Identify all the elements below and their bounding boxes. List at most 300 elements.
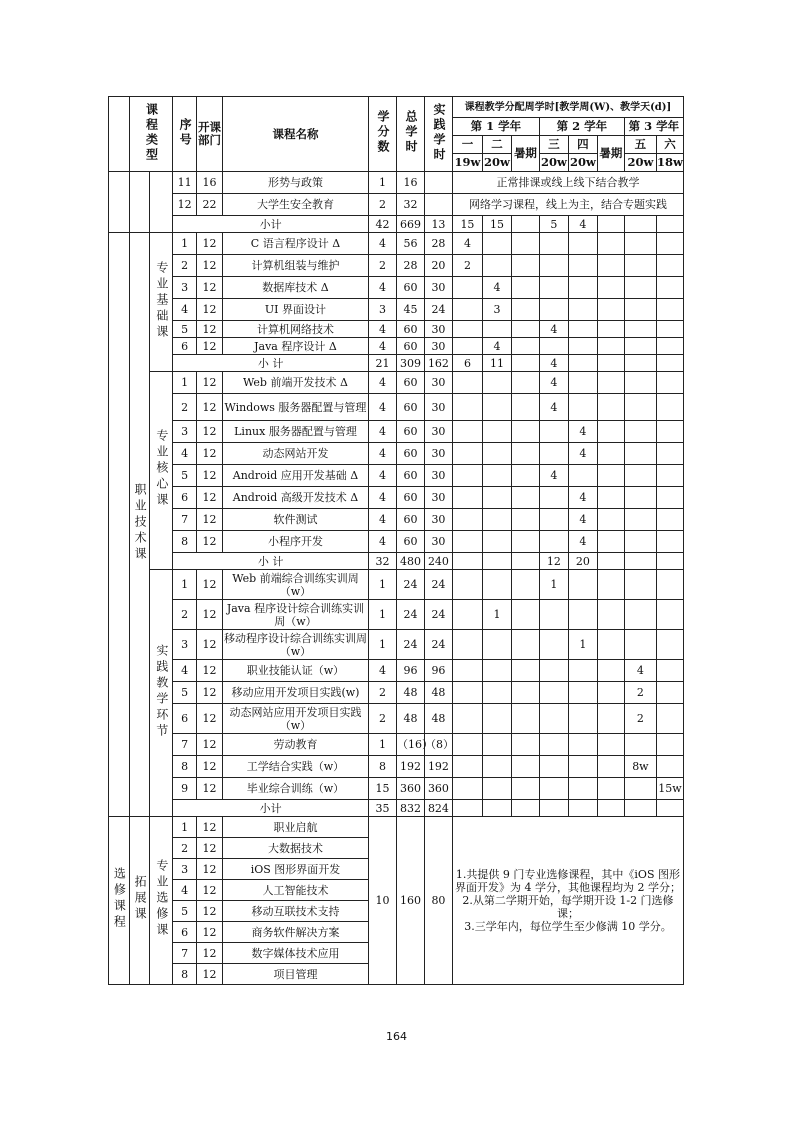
table-cell-s4: [568, 255, 597, 277]
table-cell-course-name: 计算机网络技术: [222, 321, 368, 338]
table-cell-su1: [511, 372, 539, 394]
table-cell-s4: [568, 682, 597, 704]
table-cell-credits: 1: [369, 570, 397, 600]
table-row: [109, 233, 684, 255]
table-cell-s1: [452, 372, 482, 394]
table-cell-total: 45: [396, 299, 424, 321]
elective-note: 3.三学年内，每位学生至少修满 10 学分。: [464, 920, 672, 933]
table-cell-seq: 7: [173, 509, 197, 531]
table-cell-practice: 28: [424, 233, 452, 255]
table-cell-dept: 12: [197, 838, 223, 859]
table-row: [109, 531, 684, 553]
elective-label: [109, 817, 130, 985]
table-cell-s6: [656, 509, 683, 531]
header-weeks-3: 20w: [539, 154, 568, 172]
table-cell-credits: 4: [369, 338, 397, 355]
table-cell-s5: [624, 372, 656, 394]
table-cell-su1: [511, 531, 539, 553]
table-cell-su2: [597, 372, 624, 394]
table-cell-credits: 8: [369, 756, 397, 778]
table-row: [109, 660, 684, 682]
table-row: [109, 321, 684, 338]
core-group-label: [150, 372, 173, 570]
table-cell-seq: 3: [173, 421, 197, 443]
table-cell-seq: 4: [173, 880, 197, 901]
table-cell-credits: 4: [369, 531, 397, 553]
table-cell-s2: [482, 233, 511, 255]
table-row: [109, 487, 684, 509]
table-cell-seq: 3: [173, 277, 197, 299]
table-cell-su2: [597, 321, 624, 338]
table-cell-total: 60: [396, 338, 424, 355]
table-cell-seq: 3: [173, 859, 197, 880]
table-cell-s6: [656, 531, 683, 553]
subtotal-s4: 4: [568, 216, 597, 233]
public-type-cell-2: [150, 172, 173, 233]
table-cell-practice: 30: [424, 321, 452, 338]
table-cell-s5: [624, 338, 656, 355]
table-cell-su2: [597, 778, 624, 800]
table-cell-dept: 12: [197, 321, 223, 338]
table-cell-s2: [482, 321, 511, 338]
table-cell-s4: [568, 570, 597, 600]
table-cell-total: 60: [396, 421, 424, 443]
table-row: [109, 734, 684, 756]
table-cell-s5: [624, 277, 656, 299]
table-cell-s4: [568, 299, 597, 321]
subtotal-s5: [624, 553, 656, 570]
subtotal-s1: 15: [452, 216, 482, 233]
table-cell-s5: [624, 487, 656, 509]
header-credits: 学分数: [369, 97, 397, 172]
table-cell-su2: [597, 465, 624, 487]
table-cell-dept: 12: [197, 630, 223, 660]
table-cell-s1: [452, 630, 482, 660]
subtotal-credits: 35: [369, 800, 397, 817]
subtotal-s5: [624, 216, 656, 233]
table-cell-su1: [511, 321, 539, 338]
table-cell-su2: [597, 233, 624, 255]
table-cell-su1: [511, 465, 539, 487]
table-cell-practice: 24: [424, 600, 452, 630]
table-cell-s6: [656, 421, 683, 443]
table-cell-course-name: 职业技能认证（w）: [222, 660, 368, 682]
subtotal-s5: [624, 800, 656, 817]
table-cell-su2: [597, 756, 624, 778]
table-cell-dept: 12: [197, 704, 223, 734]
table-cell-s5: [624, 233, 656, 255]
basic-group-label: [150, 233, 173, 372]
table-cell-s2: [482, 394, 511, 421]
table-cell-seq: 4: [173, 443, 197, 465]
table-cell-credits: 2: [369, 255, 397, 277]
table-cell-seq: 3: [173, 630, 197, 660]
header-year3: 第 3 学年: [624, 118, 683, 136]
table-cell-course-name: 形势与政策: [222, 172, 368, 194]
table-row: [109, 630, 684, 660]
table-cell-total: 48: [396, 704, 424, 734]
table-cell-credits: 4: [369, 465, 397, 487]
table-cell-s3: [539, 338, 568, 355]
table-cell-course-name: Web 前端综合训练实训周（w）: [222, 570, 368, 600]
table-cell-course-name: C 语言程序设计 Δ: [222, 233, 368, 255]
table-row: [109, 570, 684, 600]
core-group-label-text: 专业核心课: [154, 429, 169, 509]
table-cell-course-name: 动态网站应用开发项目实践（w）: [222, 704, 368, 734]
subtotal-row: [109, 355, 684, 372]
table-cell-su2: [597, 255, 624, 277]
table-cell-dept: 12: [197, 338, 223, 355]
table-cell-s2: [482, 570, 511, 600]
table-cell-su1: [511, 570, 539, 600]
table-cell-practice: 30: [424, 487, 452, 509]
table-cell-s6: [656, 600, 683, 630]
table-cell-course-name: Android 应用开发基础 Δ: [222, 465, 368, 487]
table-cell-practice: 30: [424, 394, 452, 421]
header-type: 课程类型: [129, 97, 173, 172]
table-cell-dept: 12: [197, 487, 223, 509]
table-cell-s1: [452, 487, 482, 509]
schedule-note: 正常排课或线上线下结合教学: [452, 172, 683, 194]
table-cell-s3: 4: [539, 465, 568, 487]
table-cell-seq: 12: [173, 194, 197, 216]
table-cell-s6: [656, 660, 683, 682]
table-cell-su1: [511, 443, 539, 465]
vocational-label-text: 职业技术课: [133, 483, 148, 563]
header-total-hours: 总学时: [396, 97, 424, 172]
table-cell-s6: [656, 255, 683, 277]
table-cell-dept: 12: [197, 859, 223, 880]
header-year1: 第 1 学年: [452, 118, 539, 136]
table-cell-s6: [656, 394, 683, 421]
header-seq: 序号: [173, 97, 197, 172]
subtotal-label: 小计: [173, 216, 369, 233]
elective-total: 160: [396, 817, 424, 985]
table-cell-total: 48: [396, 682, 424, 704]
subtotal-s6: [656, 355, 683, 372]
table-cell-seq: 5: [173, 901, 197, 922]
table-cell-s6: [656, 321, 683, 338]
table-cell-practice: 30: [424, 443, 452, 465]
table-cell-total: 60: [396, 394, 424, 421]
table-cell-s3: [539, 630, 568, 660]
table-cell-seq: 8: [173, 756, 197, 778]
table-row: [109, 372, 684, 394]
table-cell-s1: [452, 338, 482, 355]
table-cell-s3: [539, 233, 568, 255]
table-row: [109, 682, 684, 704]
table-cell-s4: [568, 277, 597, 299]
table-cell-credits: 4: [369, 443, 397, 465]
subtotal-s1: [452, 800, 482, 817]
table-cell-dept: 12: [197, 756, 223, 778]
extension-label-text: 拓展课: [133, 875, 148, 923]
subtotal-label: 小计: [173, 800, 369, 817]
table-cell-s1: [452, 600, 482, 630]
table-cell-s3: [539, 778, 568, 800]
subtotal-label: 小 计: [173, 553, 369, 570]
table-cell-s4: [568, 600, 597, 630]
table-cell-su1: [511, 421, 539, 443]
table-cell-course-name: Java 程序设计 Δ: [222, 338, 368, 355]
table-cell-s4: [568, 233, 597, 255]
table-row: [109, 817, 684, 838]
subtotal-s3: [539, 800, 568, 817]
table-row: [109, 600, 684, 630]
table-cell-s4: [568, 778, 597, 800]
header-weeks-4: 20w: [568, 154, 597, 172]
table-cell-total: 60: [396, 443, 424, 465]
table-cell-total: 24: [396, 570, 424, 600]
table-cell-seq: 7: [173, 734, 197, 756]
table-cell-dept: 12: [197, 465, 223, 487]
table-cell-s5: [624, 734, 656, 756]
table-cell-su2: [597, 531, 624, 553]
header-dept: 开课部门: [197, 97, 223, 172]
table-row: [109, 756, 684, 778]
table-cell-s3: [539, 756, 568, 778]
table-cell-s1: [452, 321, 482, 338]
subtotal-row: [109, 800, 684, 817]
table-cell-su1: [511, 778, 539, 800]
table-row: [109, 394, 684, 421]
table-cell-s3: 4: [539, 372, 568, 394]
table-cell-total: 24: [396, 630, 424, 660]
table-cell-course-name: 动态网站开发: [222, 443, 368, 465]
table-cell-dept: 12: [197, 233, 223, 255]
table-cell-s3: [539, 509, 568, 531]
table-cell-s1: [452, 778, 482, 800]
table-cell-s1: [452, 734, 482, 756]
table-cell-dept: 12: [197, 660, 223, 682]
table-cell-course-name: 大数据技术: [222, 838, 368, 859]
subtotal-practice: 162: [424, 355, 452, 372]
table-cell-seq: 5: [173, 465, 197, 487]
table-cell-su2: [597, 600, 624, 630]
table-cell-dept: 12: [197, 277, 223, 299]
table-cell-total: 96: [396, 660, 424, 682]
table-cell-s2: [482, 487, 511, 509]
table-cell-dept: 12: [197, 372, 223, 394]
table-cell-total: 56: [396, 233, 424, 255]
table-cell-practice: 48: [424, 682, 452, 704]
table-cell-s5: [624, 570, 656, 600]
table-cell-course-name: 移动互联技术支持: [222, 901, 368, 922]
table-cell-course-name: 计算机组装与维护: [222, 255, 368, 277]
table-cell-s5: [624, 531, 656, 553]
header-blank: [109, 97, 130, 172]
schedule-note: 网络学习课程，线上为主，结合专题实践: [452, 194, 683, 216]
table-cell-practice: 192: [424, 756, 452, 778]
subtotal-s6: [656, 553, 683, 570]
table-cell-s5: 8w: [624, 756, 656, 778]
table-cell-s1: [452, 465, 482, 487]
table-cell-practice: [424, 194, 452, 216]
table-cell-s5: 4: [624, 660, 656, 682]
table-cell-practice: 30: [424, 372, 452, 394]
table-cell-practice: 30: [424, 338, 452, 355]
table-cell-s2: [482, 372, 511, 394]
table-cell-credits: 4: [369, 487, 397, 509]
curriculum-table: [108, 96, 684, 985]
table-cell-s6: [656, 233, 683, 255]
header-sem5: 五: [624, 136, 656, 154]
table-cell-s6: [656, 682, 683, 704]
table-cell-s5: [624, 421, 656, 443]
subtotal-total: 309: [396, 355, 424, 372]
page-number: 164: [386, 1030, 407, 1043]
practice-group-label: [150, 570, 173, 817]
elective-note: 1.共提供 9 门专业选修课程，其中《iOS 图形界面开发》为 4 学分，其他课程均为 2 学分；: [454, 868, 681, 894]
table-cell-dept: 12: [197, 299, 223, 321]
table-cell-s2: [482, 756, 511, 778]
table-cell-s5: [624, 465, 656, 487]
subtotal-s2: [482, 800, 511, 817]
subtotal-s3: 5: [539, 216, 568, 233]
practice-group-label-text: 实践教学环节: [154, 643, 169, 740]
table-cell-s2: [482, 660, 511, 682]
header-summer1: 暑期: [511, 136, 539, 172]
table-cell-s3: [539, 299, 568, 321]
header-summer2: 暑期: [597, 136, 624, 172]
subtotal-s6: [656, 800, 683, 817]
elective-credits: 10: [369, 817, 397, 985]
vocational-label: [129, 233, 150, 817]
table-cell-s3: [539, 255, 568, 277]
table-cell-practice: 24: [424, 299, 452, 321]
header-sem3: 三: [539, 136, 568, 154]
table-cell-s2: [482, 509, 511, 531]
table-cell-seq: 4: [173, 299, 197, 321]
table-cell-course-name: 数据库技术 Δ: [222, 277, 368, 299]
table-cell-seq: 1: [173, 372, 197, 394]
table-cell-s1: [452, 509, 482, 531]
table-cell-total: 32: [396, 194, 424, 216]
table-cell-course-name: UI 界面设计: [222, 299, 368, 321]
table-cell-s2: 1: [482, 600, 511, 630]
table-cell-dept: 12: [197, 394, 223, 421]
table-cell-s4: 4: [568, 509, 597, 531]
table-cell-credits: 2: [369, 682, 397, 704]
table-cell-s1: [452, 570, 482, 600]
table-cell-su1: [511, 630, 539, 660]
table-cell-course-name: iOS 图形界面开发: [222, 859, 368, 880]
table-cell-seq: 2: [173, 255, 197, 277]
table-cell-s3: [539, 704, 568, 734]
subtotal-su2: [597, 800, 624, 817]
table-cell-s6: [656, 443, 683, 465]
header-sem1: 一: [452, 136, 482, 154]
table-cell-su1: [511, 682, 539, 704]
table-cell-s4: [568, 372, 597, 394]
table-cell-seq: 6: [173, 922, 197, 943]
table-cell-su2: [597, 338, 624, 355]
table-cell-su2: [597, 443, 624, 465]
table-cell-seq: 6: [173, 487, 197, 509]
table-cell-su1: [511, 338, 539, 355]
table-cell-practice: 30: [424, 277, 452, 299]
table-cell-dept: 16: [197, 172, 223, 194]
table-cell-total: 24: [396, 600, 424, 630]
table-cell-credits: 4: [369, 277, 397, 299]
major-elective-label-text: 专业选修课: [154, 859, 169, 939]
table-cell-s2: [482, 531, 511, 553]
table-cell-course-name: 项目管理: [222, 964, 368, 985]
table-cell-s3: [539, 600, 568, 630]
table-cell-s1: [452, 660, 482, 682]
table-cell-s3: [539, 660, 568, 682]
table-cell-credits: 4: [369, 233, 397, 255]
table-cell-dept: 12: [197, 901, 223, 922]
table-cell-course-name: Web 前端开发技术 Δ: [222, 372, 368, 394]
table-cell-s6: [656, 372, 683, 394]
table-cell-practice: 30: [424, 531, 452, 553]
table-cell-s2: [482, 778, 511, 800]
table-cell-seq: 8: [173, 964, 197, 985]
table-cell-su2: [597, 299, 624, 321]
table-cell-dept: 12: [197, 421, 223, 443]
table-cell-course-name: 职业启航: [222, 817, 368, 838]
table-cell-s2: [482, 630, 511, 660]
table-cell-practice: 30: [424, 421, 452, 443]
elective-practice: 80: [424, 817, 452, 985]
basic-group-label-text: 专业基础课: [154, 260, 169, 341]
subtotal-s3: 4: [539, 355, 568, 372]
subtotal-su1: [511, 553, 539, 570]
table-cell-su2: [597, 509, 624, 531]
table-cell-su1: [511, 394, 539, 421]
table-cell-s2: [482, 704, 511, 734]
table-cell-s5: [624, 394, 656, 421]
table-cell-seq: 2: [173, 394, 197, 421]
table-cell-practice: 96: [424, 660, 452, 682]
table-cell-course-name: 大学生安全教育: [222, 194, 368, 216]
table-cell-s6: 15w: [656, 778, 683, 800]
table-cell-seq: 9: [173, 778, 197, 800]
table-cell-dept: 12: [197, 509, 223, 531]
header-weeks-5: 20w: [624, 154, 656, 172]
table-cell-s3: [539, 443, 568, 465]
table-cell-s5: [624, 509, 656, 531]
subtotal-su1: [511, 800, 539, 817]
header-weeks-2: 20w: [482, 154, 511, 172]
table-cell-s3: [539, 421, 568, 443]
table-cell-su2: [597, 630, 624, 660]
table-cell-s4: 4: [568, 487, 597, 509]
table-cell-dept: 12: [197, 943, 223, 964]
table-cell-credits: 4: [369, 321, 397, 338]
table-cell-dept: 12: [197, 255, 223, 277]
subtotal-s4: [568, 800, 597, 817]
subtotal-s4: 20: [568, 553, 597, 570]
table-cell-credits: 2: [369, 704, 397, 734]
table-cell-dept: 12: [197, 682, 223, 704]
table-cell-practice: 30: [424, 465, 452, 487]
table-cell-seq: 5: [173, 682, 197, 704]
table-cell-s3: [539, 277, 568, 299]
table-row: [109, 255, 684, 277]
table-row: [109, 443, 684, 465]
table-cell-s5: 2: [624, 704, 656, 734]
table-cell-s5: [624, 255, 656, 277]
subtotal-total: 669: [396, 216, 424, 233]
table-cell-total: （16）: [396, 734, 424, 756]
table-cell-total: 360: [396, 778, 424, 800]
subtotal-s5: [624, 355, 656, 372]
subtotal-s2: [482, 553, 511, 570]
table-cell-s2: [482, 734, 511, 756]
header-sem4: 四: [568, 136, 597, 154]
